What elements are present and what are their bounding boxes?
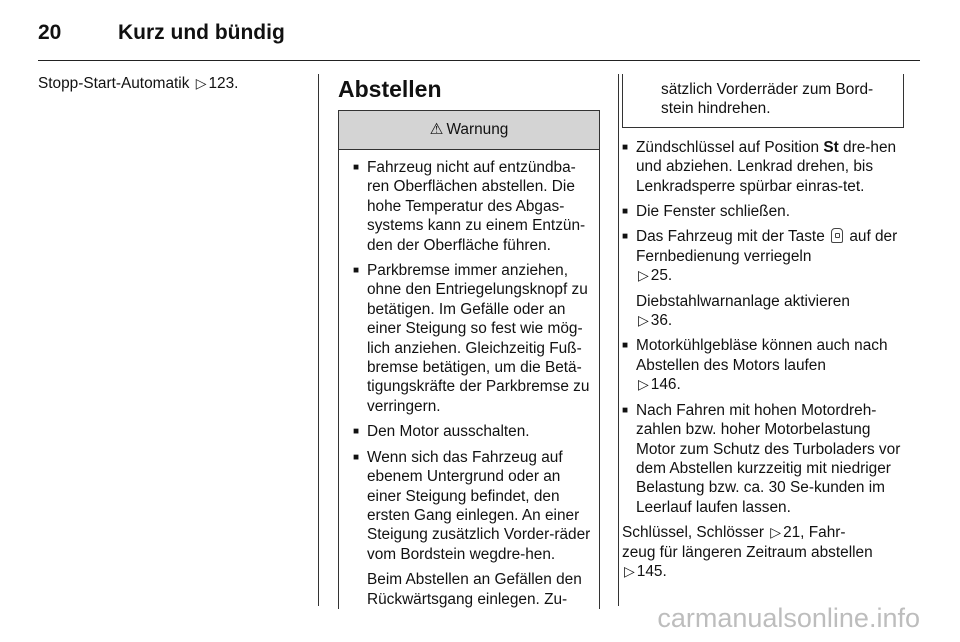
column-right	[622, 74, 904, 581]
page-ref-arrow-icon: ▷	[638, 267, 649, 284]
list-item-text: Das Fahrzeug mit der Taste	[636, 228, 830, 246]
list-item: ■ Den Motor ausschalten.	[353, 422, 591, 441]
column-divider	[318, 74, 319, 606]
page-ref-link[interactable]: 123.	[208, 75, 239, 92]
list-item-text: Motorkühlgebläse können auch nach Abstellen des Motors laufen	[636, 337, 888, 374]
page-ref-arrow-icon: ▷	[638, 376, 649, 393]
column-left	[38, 74, 304, 93]
warning-box	[338, 110, 600, 609]
list-item	[622, 138, 904, 196]
warning-list	[353, 158, 591, 609]
section-title: Abstellen	[338, 76, 442, 102]
key-position-label: St	[823, 138, 839, 156]
warning-triangle-icon: ⚠	[429, 121, 444, 138]
page-ref-arrow-icon: ▷	[638, 312, 649, 329]
warning-box-continued	[622, 74, 904, 128]
cross-ref-paragraph	[622, 523, 904, 581]
list-item	[353, 448, 591, 609]
page-ref-link[interactable]: 25.	[650, 267, 673, 285]
warning-header	[339, 111, 599, 150]
list-item: ■ Nach Fahren mit hohen Motordreh-zahlen bzw. hoher Motorbelastung Motor zum Schutz des Turboladers vor dem Abstellen kurzzeitig mit niedriger Belastung bzw. ca. 30 Se-kunden im Leerlauf laufen lassen.	[622, 401, 904, 517]
chapter-title: Kurz und bündig	[118, 21, 285, 44]
list-item-text: dre-hen und abziehen. Lenkrad drehen, bis Lenkradsperre spürbar einras-tet.	[636, 138, 897, 195]
procedure-list	[622, 138, 904, 517]
list-item: ■ Parkbremse immer anziehen, ohne den Entriegelungsknopf zu betätigen. Im Gefälle oder an einer Steigung so fest wie mög-lich anziehen. Gleichzeitig Fuß-bremse betätigen, um die Betä-tigungskräfte der Parkbremse zu verringern.	[353, 261, 591, 416]
page-ref-link[interactable]: 146.	[650, 376, 681, 394]
page-ref-link[interactable]: 36.	[650, 312, 673, 330]
watermark: carmanualsonline.info	[657, 603, 920, 633]
list-item-text: Diebstahlwarnanlage aktivieren	[636, 292, 850, 310]
warning-body	[339, 150, 599, 609]
column-middle	[338, 74, 600, 615]
list-item: ■ Die Fenster schließen.	[622, 202, 904, 221]
cross-ref-text: Stopp-Start-Automatik	[38, 75, 190, 92]
header-rule	[38, 60, 920, 61]
warning-title: Warnung	[446, 121, 509, 138]
list-item: ■ Fahrzeug nicht auf entzündba-ren Oberflächen abstellen. Die hohe Temperatur des Abgas-systems kann zu einem Entzün-den der Oberfläche führen.	[353, 158, 591, 255]
page-ref-link[interactable]: 21, Fahr-	[783, 524, 846, 542]
page-number: 20	[38, 21, 62, 44]
list-item-extra: Beim Abstellen an Gefällen den Rückwärtsgang einlegen. Zu-	[367, 571, 582, 608]
list-item-extra	[636, 292, 904, 331]
column-divider	[618, 74, 619, 606]
page-ref-link[interactable]: 145.	[636, 562, 667, 580]
page-ref-arrow-icon: ▷	[770, 524, 782, 541]
cross-ref-text: Schlüssel, Schlösser	[622, 524, 764, 542]
list-item	[622, 227, 904, 330]
list-item-text: Wenn sich das Fahrzeug auf ebenem Untergrund oder an einer Steigung befindet, den ersten Gang einlegen. An einer Steigung zusätzlich Vorder-räder vom Bordstein wegdre-hen.	[367, 448, 591, 563]
page-ref-arrow-icon: ▷	[624, 562, 635, 579]
cross-ref-text: zeug für längeren Zeitraum abstellen	[622, 543, 873, 561]
list-item-text: Zündschlüssel auf Position	[636, 138, 824, 156]
list-item-text: auf der Fernbedienung verriegeln	[636, 228, 898, 265]
warning-continuation: sätzlich Vorderräder zum Bord-stein hindrehen.	[661, 81, 874, 118]
page-header	[38, 16, 285, 50]
lock-button-icon	[831, 228, 843, 243]
page-ref-arrow-icon: ▷	[195, 75, 207, 91]
list-item	[622, 336, 904, 394]
